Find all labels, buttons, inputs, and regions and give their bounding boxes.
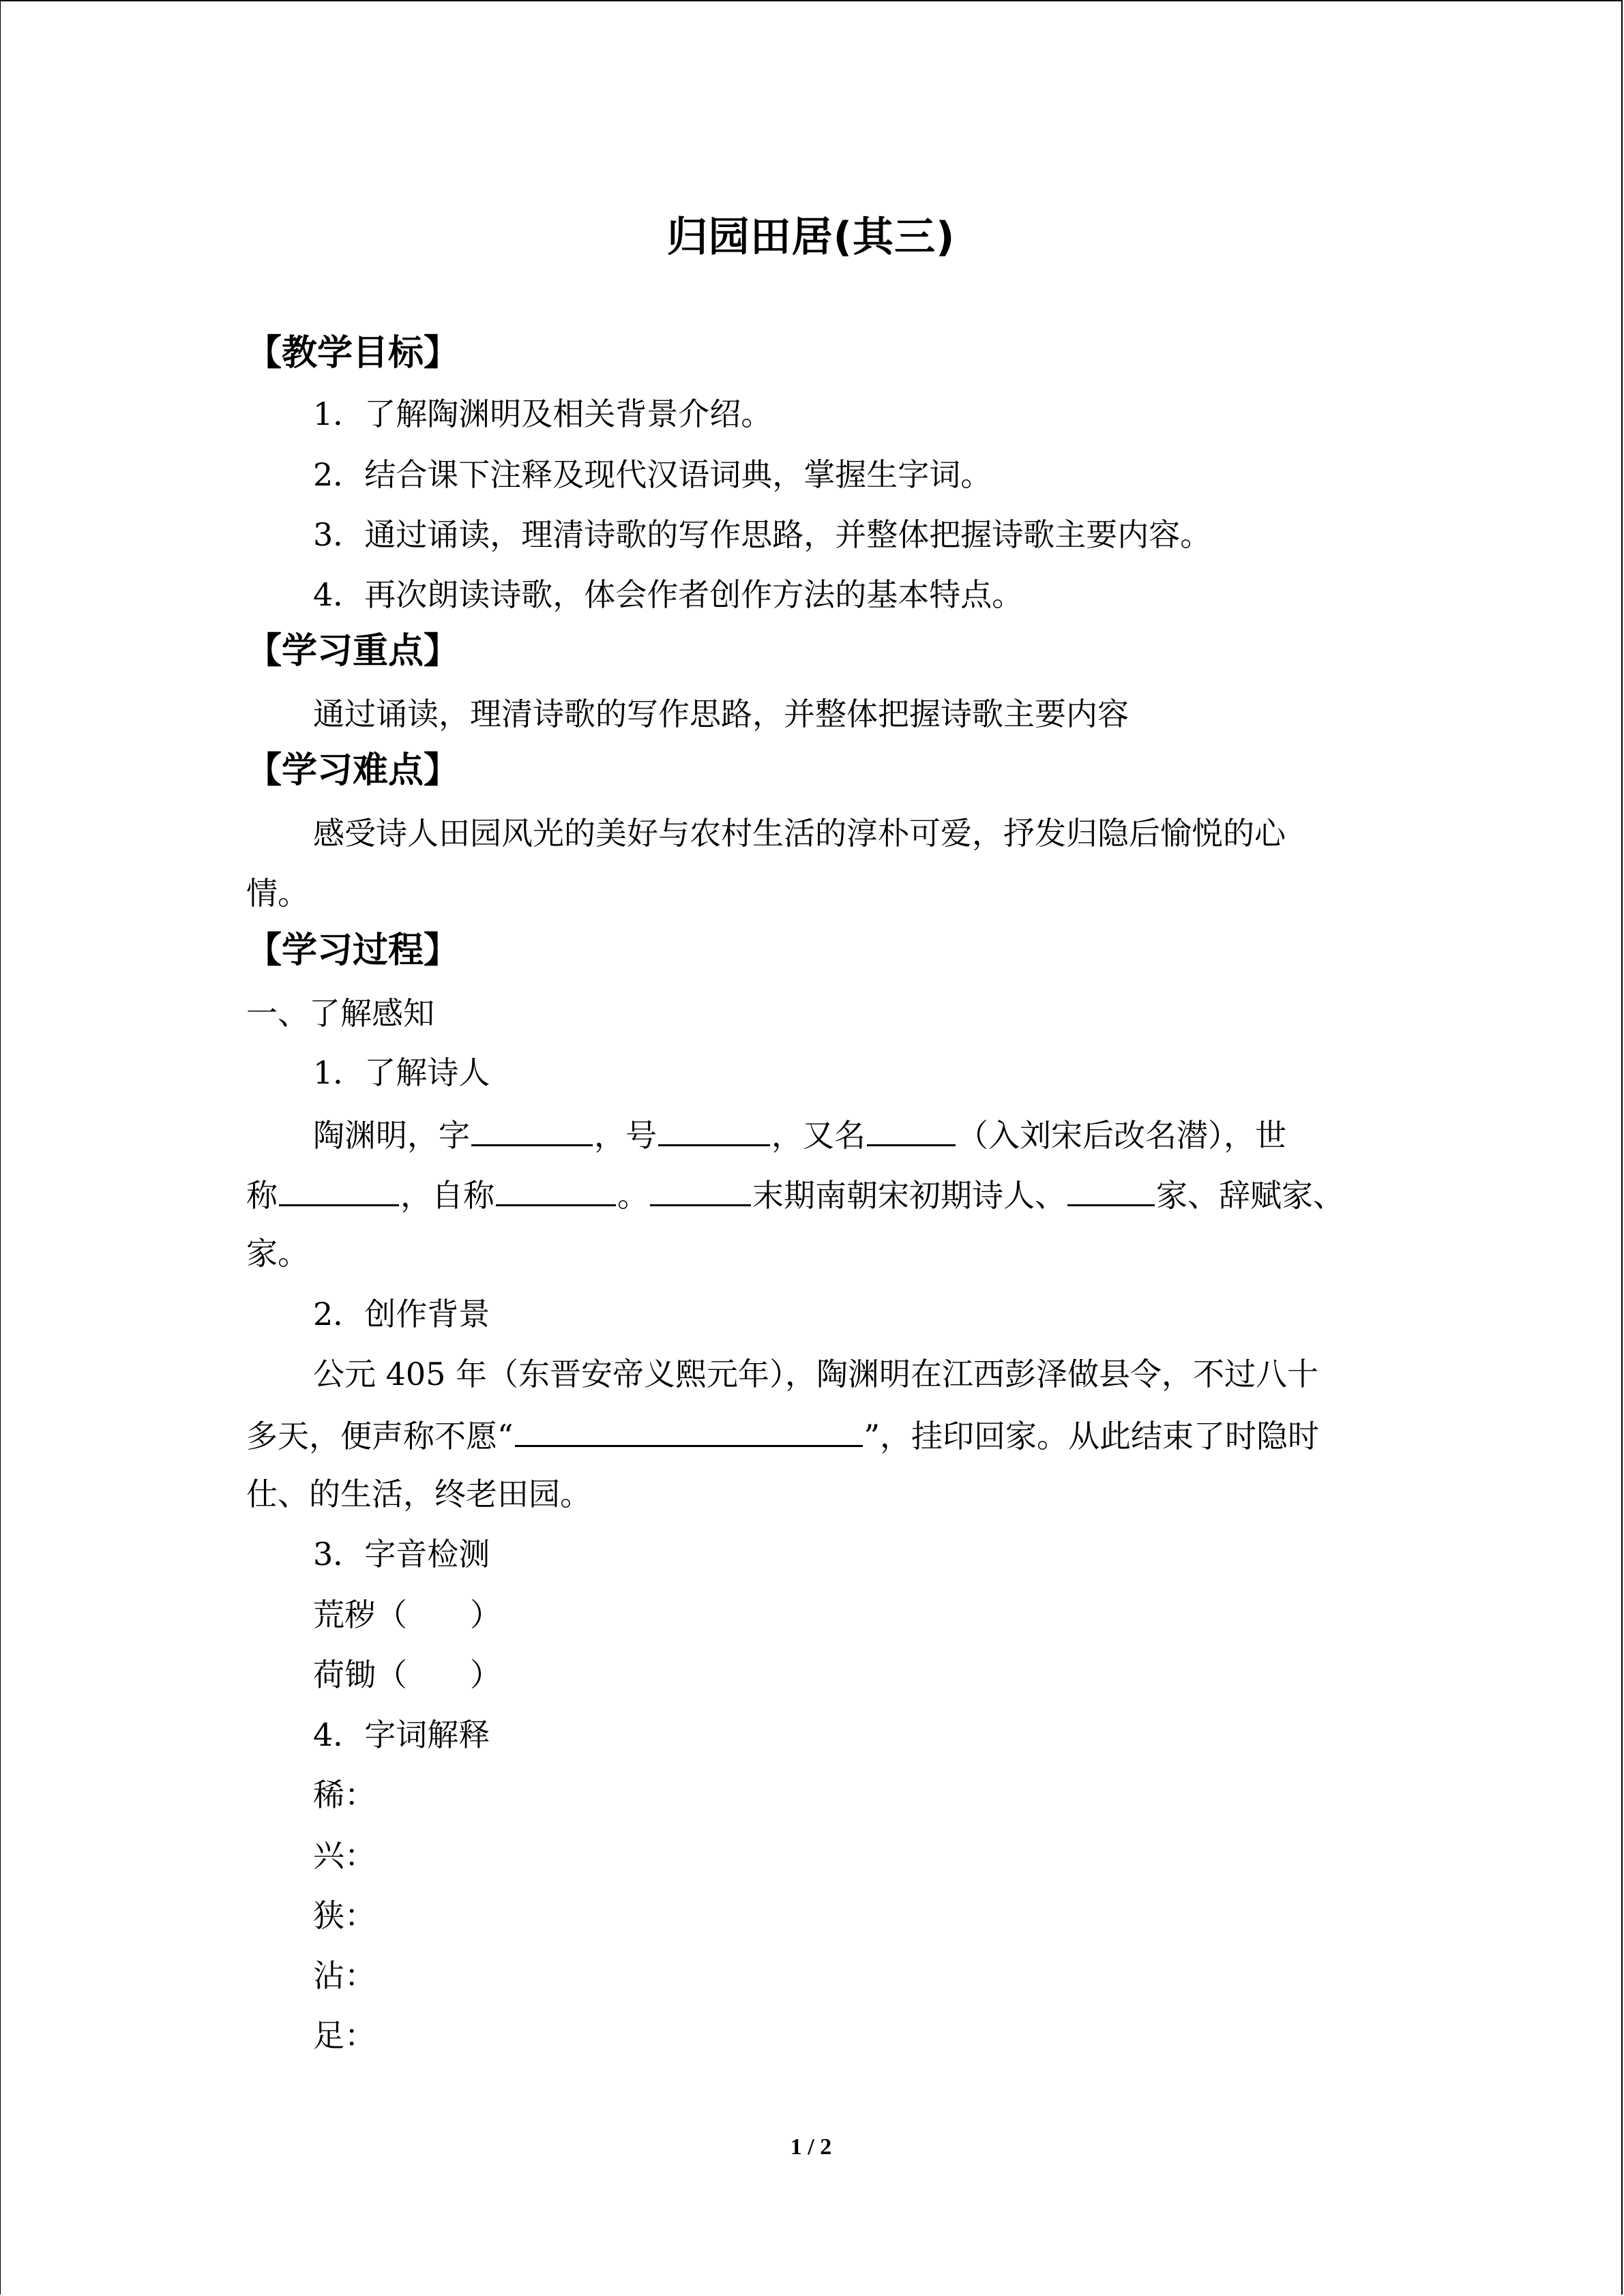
answer-blank[interactable] <box>650 1173 751 1206</box>
text: 多天，便声称不愿“ <box>246 1418 514 1455</box>
text: 末期南朝宋初期诗人、 <box>752 1177 1066 1214</box>
question-label: 1．了解诗人 <box>313 1054 490 1091</box>
fill-in-line <box>246 1173 1344 1216</box>
pronunciation-item: 荒秽（ ） <box>313 1596 501 1633</box>
text: ，又名 <box>771 1117 866 1154</box>
difficulties-text: 感受诗人田园风光的美好与农村生活的淳朴可爱，抒发归隐后愉悦的心 <box>313 815 1286 852</box>
text: 称 <box>246 1177 278 1214</box>
objective-item: 1．了解陶渊明及相关背景介绍。 <box>313 396 773 432</box>
objective-item: 4．再次朗读诗歌，体会作者创作方法的基本特点。 <box>313 576 1024 613</box>
answer-blank[interactable] <box>515 1414 863 1447</box>
answer-blank[interactable] <box>496 1173 616 1206</box>
heading-process: 【学习过程】 <box>246 930 460 971</box>
vocab-item: 狭： <box>313 1897 376 1934</box>
text: 家、辞赋家、 <box>1156 1177 1344 1214</box>
text: 陶渊明，字 <box>313 1117 470 1154</box>
pronunciation-item: 荷锄（ ） <box>313 1656 501 1693</box>
fill-in-line <box>246 1414 1319 1457</box>
page-title: 归园田居(其三) <box>666 213 956 261</box>
vocab-item: 沾： <box>313 1957 376 1994</box>
text: 。 <box>617 1177 649 1214</box>
text: ，自称 <box>400 1177 494 1214</box>
vocab-item: 兴： <box>313 1837 376 1874</box>
answer-blank[interactable] <box>471 1113 593 1146</box>
objective-item: 2．结合课下注释及现代汉语词典，掌握生字词。 <box>313 456 992 493</box>
page-number: 1 / 2 <box>790 2134 832 2160</box>
heading-key-points: 【学习重点】 <box>246 631 460 672</box>
question-label: 2．创作背景 <box>313 1296 490 1332</box>
fill-in-line: 家。 <box>246 1235 309 1272</box>
background-text: 仕、的生活，终老田园。 <box>246 1476 591 1512</box>
text: （入刘宋后改名潜），世 <box>957 1117 1286 1154</box>
question-label: 3．字音检测 <box>313 1536 490 1572</box>
fill-in-line <box>313 1113 1286 1156</box>
background-text: 公元 405 年（东晋安帝义熙元年），陶渊明在江西彭泽做县令，不过八十 <box>313 1356 1319 1392</box>
question-label: 4．字词解释 <box>313 1716 490 1753</box>
text: ”，挂印回家。从此结束了时隐时 <box>863 1418 1320 1455</box>
text: ，号 <box>594 1117 657 1154</box>
key-points-text: 通过诵读，理清诗歌的写作思路，并整体把握诗歌主要内容 <box>313 696 1129 732</box>
answer-blank[interactable] <box>279 1173 399 1206</box>
heading-objectives: 【教学目标】 <box>246 333 460 374</box>
answer-blank[interactable] <box>1067 1173 1155 1206</box>
part-heading: 一、了解感知 <box>246 995 434 1032</box>
difficulties-text: 情。 <box>246 875 309 912</box>
heading-difficulties: 【学习难点】 <box>246 750 460 791</box>
objective-item: 3．通过诵读，理清诗歌的写作思路，并整体把握诗歌主要内容。 <box>313 516 1212 553</box>
vocab-item: 稀： <box>313 1776 376 1813</box>
answer-blank[interactable] <box>658 1113 770 1146</box>
vocab-item: 足： <box>313 2017 376 2054</box>
answer-blank[interactable] <box>867 1113 956 1146</box>
